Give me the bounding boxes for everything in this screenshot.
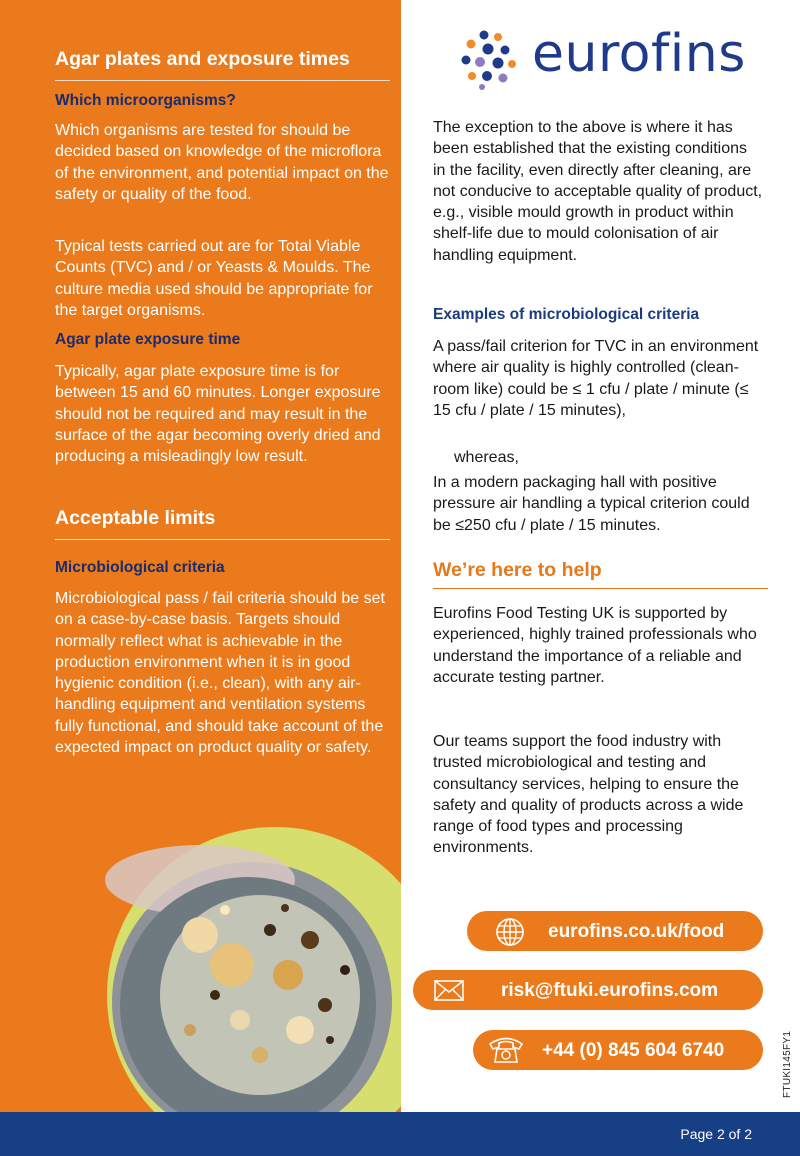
divider bbox=[433, 588, 768, 589]
logo-dots-icon bbox=[458, 28, 520, 90]
phone-link[interactable] bbox=[473, 1030, 763, 1070]
website-label: eurofins.co.uk/food bbox=[548, 921, 725, 942]
paragraph-exposure-time: Typically, agar plate exposure time is for between 15 and 60 minutes. Longer exposure should not be required and may result in the surface of the agar becoming overly dried and producing a misleadingly low result. bbox=[55, 363, 381, 466]
heading-acceptable-limits: Acceptable limits bbox=[55, 507, 216, 529]
paragraph-help-1: Eurofins Food Testing UK is supported by experienced, highly trained professionals who understand the importance of a reliable and accurate testing partner. bbox=[433, 605, 757, 686]
text-whereas: whereas, bbox=[454, 449, 519, 466]
left-column bbox=[0, 0, 401, 1112]
email-label: risk@ftuki.eurofins.com bbox=[501, 980, 719, 1001]
paragraph-typical-tests: Typical tests carried out are for Total Viable Counts (TVC) and / or Yeasts & Moulds. The culture media used should be appropriate for the target organisms. bbox=[55, 238, 373, 319]
email-link[interactable] bbox=[413, 970, 763, 1010]
document-reference-code: FTUKI145FY1 bbox=[782, 1030, 793, 1098]
page-number: Page 2 of 2 bbox=[680, 1126, 752, 1142]
heading-here-to-help: We’re here to help bbox=[433, 559, 602, 581]
logo-wordmark: eurofins bbox=[532, 24, 746, 84]
paragraph-modern-hall: In a modern packaging hall with positive pressure air handling a typical criterion could be ≤250 cfu / plate / 15 minutes. bbox=[433, 474, 750, 534]
subheading-which-microorganisms: Which microorganisms? bbox=[55, 92, 236, 109]
petri-dish-photo bbox=[0, 790, 401, 1112]
paragraph-pass-fail: A pass/fail criterion for TVC in an environment where air quality is highly controlled (clean-room like) could be ≤ 1 cfu / plate / minute (≤ 15 cfu / plate / 15 minutes), bbox=[433, 338, 759, 419]
eurofins-logo bbox=[458, 24, 758, 92]
phone-label: +44 (0) 845 604 6740 bbox=[542, 1040, 725, 1061]
website-link[interactable] bbox=[467, 911, 763, 951]
subheading-exposure-time: Agar plate exposure time bbox=[55, 331, 241, 348]
subheading-examples: Examples of microbiological criteria bbox=[433, 306, 700, 323]
paragraph-exception: The exception to the above is where it has been established that the existing conditions in the facility, even directly after cleaning, are not conducive to acceptable quality of product, e.g., visible mould growth in product within shelf-life due to mould colonisation of air handling equipment. bbox=[433, 119, 763, 264]
divider bbox=[55, 80, 390, 81]
divider bbox=[55, 539, 390, 540]
globe-icon bbox=[495, 917, 525, 947]
paragraph-which-organisms: Which organisms are tested for should be decided based on knowledge of the microflora of the environment, and potential impact on the safety or quality of the food. bbox=[55, 122, 389, 203]
footer-bar bbox=[0, 1112, 800, 1156]
paragraph-criteria: Microbiological pass / fail criteria should be set on a case-by-case basis. Targets should normally reflect what is achievable in the production environment when it is in good hygienic condition (i.e., clean), with any air-handling equipment and ventilation systems fully functional, and should take account of the expected impact on product quality or safety. bbox=[55, 590, 385, 757]
paragraph-help-2: Our teams support the food industry with trusted microbiological and testing and consultancy services, helping to ensure the safety and quality of products across a wide range of food types and processing environments. bbox=[433, 733, 744, 857]
envelope-icon bbox=[433, 978, 465, 1004]
subheading-microbiological-criteria: Microbiological criteria bbox=[55, 559, 225, 576]
heading-agar-plates: Agar plates and exposure times bbox=[55, 48, 350, 70]
telephone-icon bbox=[487, 1035, 525, 1065]
